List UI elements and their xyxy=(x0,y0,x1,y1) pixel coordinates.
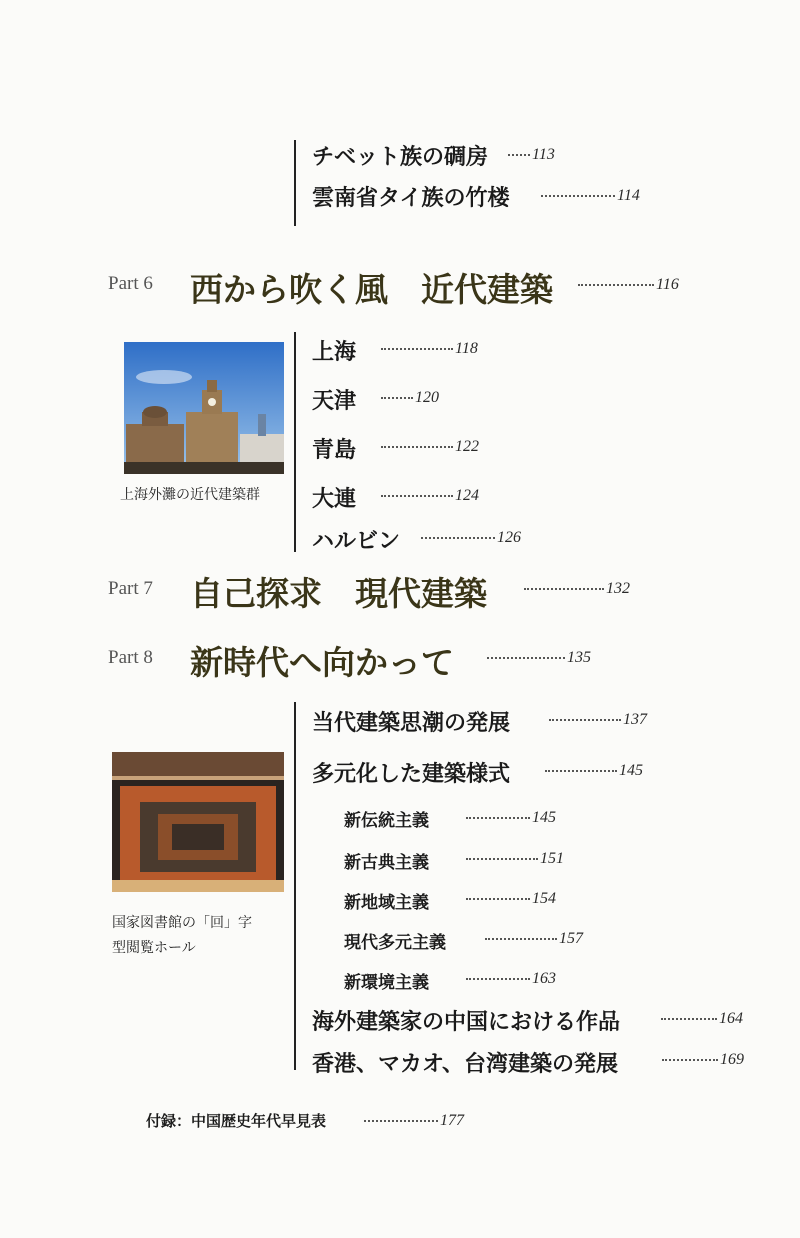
part-page: 116 xyxy=(578,276,679,294)
toc-entry[interactable] xyxy=(312,482,356,513)
toc-entry-title: 香港、マカオ、台湾建築の発展 xyxy=(312,1051,619,1077)
toc-subentry-page: 157 xyxy=(485,930,583,948)
photo-caption: 型閲覧ホール xyxy=(112,940,196,956)
toc-subentry[interactable] xyxy=(344,848,429,873)
toc-entry-page: 124 xyxy=(381,487,479,505)
part-label: Part 7 xyxy=(108,578,153,599)
toc-subentry[interactable] xyxy=(344,968,429,993)
toc-divider-line xyxy=(294,702,296,1070)
toc-entry-page: 122 xyxy=(381,438,479,456)
toc-subentry-title: 新古典主義 xyxy=(344,853,429,873)
toc-entry[interactable] xyxy=(312,140,488,171)
toc-entry-title: 雲南省タイ族の竹楼 xyxy=(312,185,510,211)
part-label: Part 8 xyxy=(108,647,153,668)
part-page: 132 xyxy=(524,580,630,598)
toc-entry-title: 多元化した建築様式 xyxy=(312,761,511,787)
toc-entry[interactable] xyxy=(312,1047,618,1078)
toc-divider-line xyxy=(294,140,296,226)
toc-entry[interactable] xyxy=(312,524,400,555)
appendix-page: 177 xyxy=(364,1112,464,1130)
photo-caption: 国家図書館の「回」字 xyxy=(112,915,252,931)
toc-subentry-page: 151 xyxy=(466,850,564,868)
toc-subentry[interactable] xyxy=(344,928,446,953)
toc-entry-page: 145 xyxy=(545,762,643,780)
toc-subentry-page: 163 xyxy=(466,970,556,988)
toc-subentry-title: 新伝統主義 xyxy=(344,811,429,831)
part-title[interactable]: 西から吹く風 近代建築 xyxy=(190,270,553,309)
toc-entry-title: 大連 xyxy=(312,486,357,512)
library-photo xyxy=(112,752,284,892)
toc-subentry-page: 154 xyxy=(466,890,556,908)
toc-entry-page: 113 xyxy=(508,146,555,164)
toc-entry-title: チベット族の碉房 xyxy=(312,144,489,170)
appendix-title: 付録：中国歴史年代早見表 xyxy=(146,1112,327,1130)
toc-entry-title: 天津 xyxy=(312,388,357,414)
toc-entry-page: 164 xyxy=(661,1010,743,1028)
appendix-entry[interactable] xyxy=(146,1110,326,1131)
toc-subentry-title: 現代多元主義 xyxy=(344,933,446,953)
toc-entry[interactable] xyxy=(312,181,510,212)
photo-caption: 上海外灘の近代建築群 xyxy=(120,487,260,503)
bund-photo xyxy=(124,342,284,474)
part-label: Part 6 xyxy=(108,273,153,294)
toc-entry-page: 126 xyxy=(421,529,521,547)
toc-subentry[interactable] xyxy=(344,888,429,913)
toc-entry-title: 海外建築家の中国における作品 xyxy=(312,1009,621,1035)
part-title[interactable]: 新時代へ向かって xyxy=(190,643,454,682)
toc-entry-title: 当代建築思潮の発展 xyxy=(312,710,511,736)
toc-entry-title: 青島 xyxy=(312,437,357,463)
toc-entry-page: 137 xyxy=(549,711,647,729)
part-page: 135 xyxy=(487,649,591,667)
toc-entry[interactable] xyxy=(312,433,356,464)
part-title[interactable]: 自己探求 現代建築 xyxy=(190,574,487,613)
toc-entry-page: 120 xyxy=(381,389,439,407)
toc-entry[interactable] xyxy=(312,757,510,788)
toc-entry[interactable] xyxy=(312,1005,620,1036)
toc-entry-page: 114 xyxy=(541,187,640,205)
toc-subentry[interactable] xyxy=(344,806,429,831)
toc-entry[interactable] xyxy=(312,706,510,737)
toc-entry[interactable] xyxy=(312,384,356,415)
toc-entry-title: ハルビン xyxy=(312,528,401,554)
toc-subentry-page: 145 xyxy=(466,809,556,827)
toc-entry-title: 上海 xyxy=(312,339,357,365)
toc-subentry-title: 新環境主義 xyxy=(344,973,429,993)
toc-subentry-title: 新地域主義 xyxy=(344,893,429,913)
toc-entry-page: 118 xyxy=(381,340,478,358)
toc-entry[interactable] xyxy=(312,335,356,366)
toc-entry-page: 169 xyxy=(662,1051,744,1069)
toc-divider-line xyxy=(294,332,296,552)
